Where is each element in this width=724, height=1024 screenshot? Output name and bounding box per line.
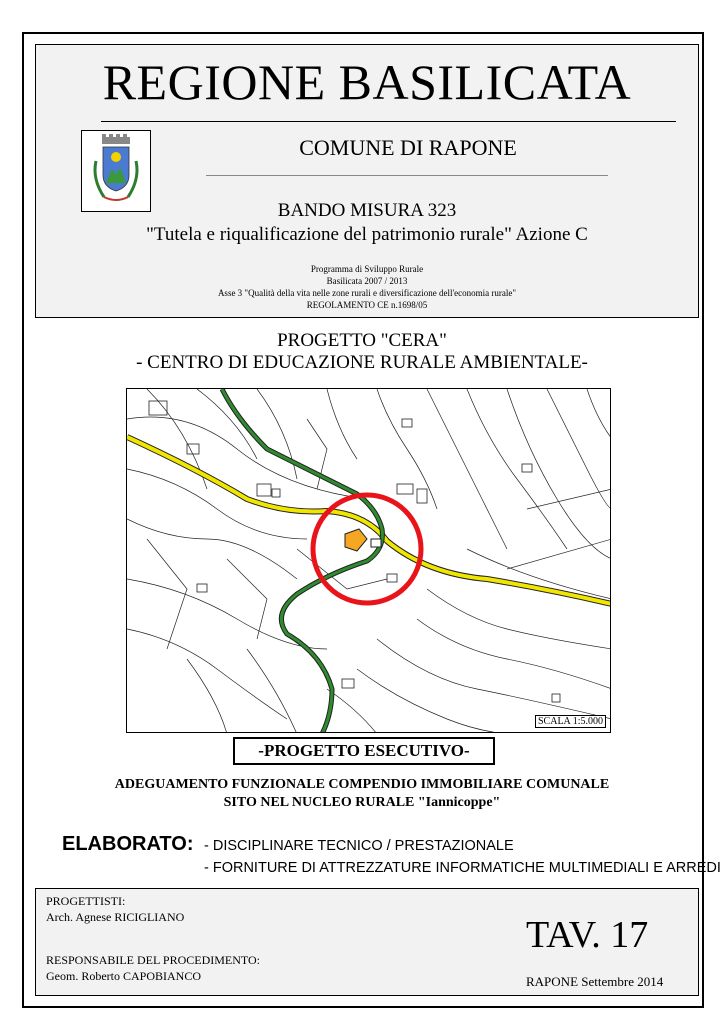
- programma-line: REGOLAMENTO CE n.1698/05: [306, 300, 428, 310]
- header-panel: [35, 44, 699, 318]
- map-drawing: [127, 389, 611, 733]
- footer-panel: [35, 888, 699, 996]
- map-scale-label: SCALA 1:5.000: [535, 715, 606, 728]
- comune-title: COMUNE DI RAPONE: [299, 135, 517, 160]
- programma-line: Programma di Sviluppo Rurale: [310, 264, 424, 274]
- elaborato-item-1: - DISCIPLINARE TECNICO / PRESTAZIONALE: [204, 838, 514, 854]
- tutela-subtitle: "Tutela e riqualificazione del patrimonio rurale" Azione C: [146, 224, 588, 245]
- elaborato-item-2: - FORNITURE DI ATTREZZATURE INFORMATICHE MULTIMEDIALI E ARREDI: [204, 860, 721, 876]
- bando-title: BANDO MISURA 323: [277, 200, 457, 221]
- responsabile-name: Geom. Roberto CAPOBIANCO: [46, 969, 201, 983]
- progetto-esecutivo-box: -PROGETTO ESECUTIVO-: [233, 737, 495, 765]
- place-date: RAPONE Settembre 2014: [526, 974, 664, 989]
- responsabile-label: RESPONSABILE DEL PROCEDIMENTO:: [46, 953, 261, 967]
- project-subtitle: - CENTRO DI EDUCAZIONE RURALE AMBIENTALE-: [136, 352, 588, 373]
- comune-rule: [206, 175, 608, 176]
- programma-block: [36, 263, 698, 311]
- region-title: REGIONE BASILICATA: [102, 54, 632, 110]
- tavola-number: TAV. 17: [526, 914, 649, 956]
- project-title: PROGETTO "CERA": [277, 330, 447, 351]
- title-rule: [101, 121, 676, 122]
- adeguamento-line-2: SITO NEL NUCLEO RURALE "Iannicoppe": [223, 795, 501, 810]
- elaborato-label: ELABORATO:: [62, 833, 194, 855]
- adeguamento-line-1: ADEGUAMENTO FUNZIONALE COMPENDIO IMMOBILIARE COMUNALE: [114, 777, 610, 792]
- programma-line: Asse 3 "Qualità della vita nelle zone rurali e diversificazione dell'economia rurale": [217, 288, 517, 298]
- programma-line: Basilicata 2007 / 2013: [326, 276, 408, 286]
- site-map: [126, 388, 611, 733]
- progettisti-label: PROGETTISTI:: [46, 894, 126, 908]
- progettisti-name: Arch. Agnese RICIGLIANO: [46, 910, 185, 924]
